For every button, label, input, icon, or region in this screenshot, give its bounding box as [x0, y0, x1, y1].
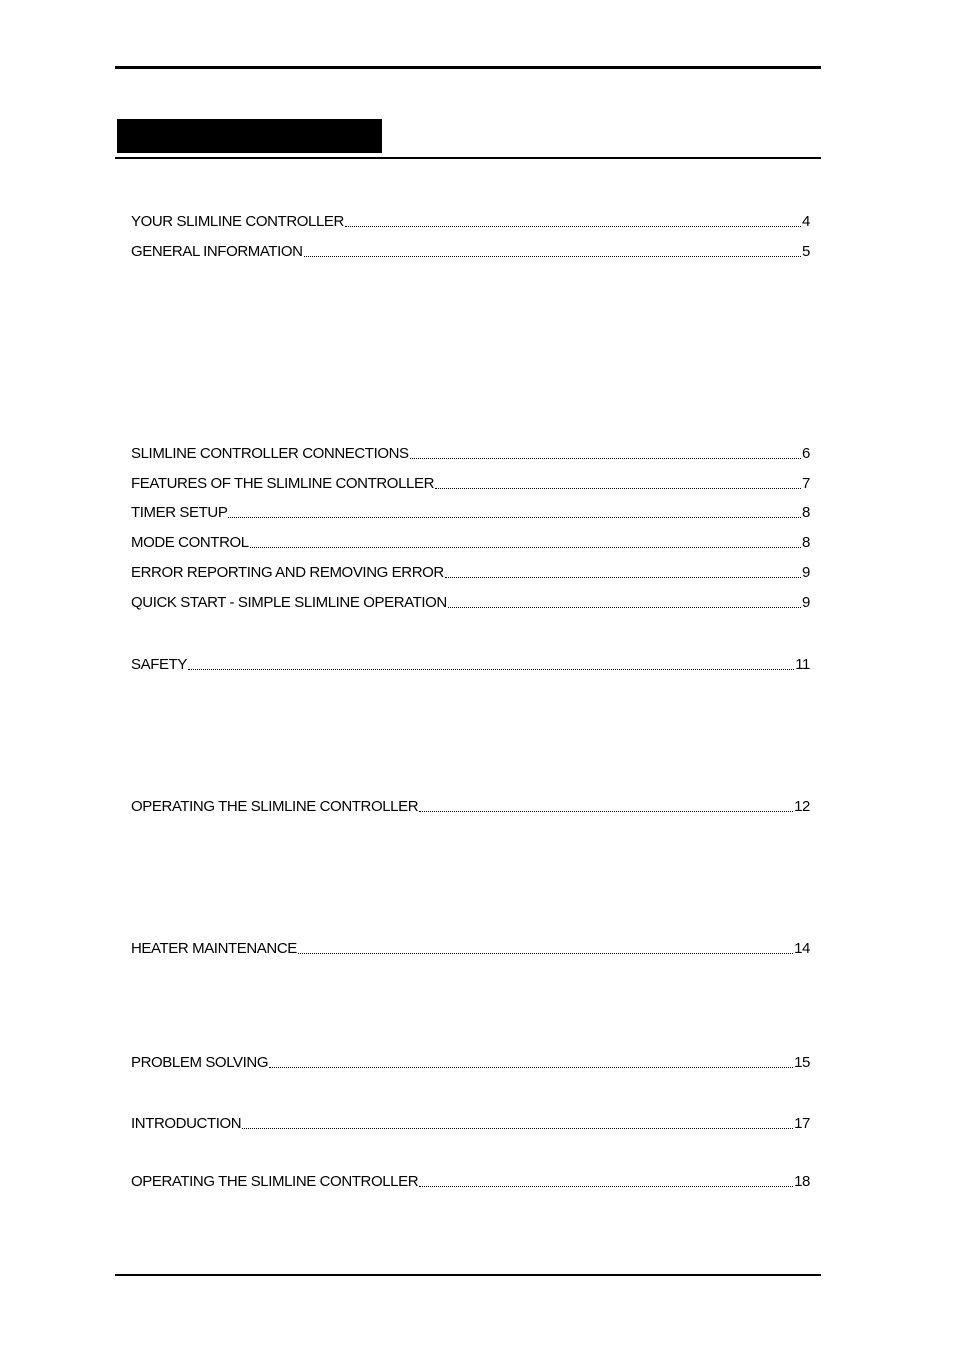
- toc-entry[interactable]: [131, 473, 810, 493]
- toc-dot-leader: [410, 458, 801, 459]
- toc-entry-label: GENERAL INFORMATION: [131, 243, 303, 260]
- toc-entry[interactable]: [131, 938, 810, 958]
- toc-entry-label: ERROR REPORTING AND REMOVING ERROR: [131, 564, 444, 581]
- toc-entry[interactable]: [131, 592, 810, 612]
- toc-entry[interactable]: [131, 562, 810, 582]
- toc-dot-leader: [298, 953, 793, 954]
- toc-entry-label: YOUR SLIMLINE CONTROLLER: [131, 213, 344, 230]
- toc-dot-leader: [250, 547, 801, 548]
- toc-dot-leader: [242, 1128, 793, 1129]
- toc-entry[interactable]: [131, 443, 810, 463]
- toc-dot-leader: [419, 811, 793, 812]
- toc-entry[interactable]: [131, 241, 810, 261]
- toc-entry-label: PROBLEM SOLVING: [131, 1054, 269, 1071]
- footer-rule: [115, 1274, 821, 1276]
- toc-dot-leader: [269, 1067, 793, 1068]
- toc-entry-label: INTRODUCTION: [131, 1115, 242, 1132]
- toc-entry-page: 5: [802, 243, 810, 260]
- toc-dot-leader: [304, 256, 801, 257]
- toc-entry[interactable]: [131, 211, 810, 231]
- toc-entry-page: 18: [794, 1173, 810, 1190]
- toc-entry-label: OPERATING THE SLIMLINE CONTROLLER: [131, 798, 419, 815]
- toc-entry-label: OPERATING THE SLIMLINE CONTROLLER: [131, 1173, 419, 1190]
- toc-entry[interactable]: [131, 796, 810, 816]
- toc-entry-page: 12: [794, 798, 810, 815]
- toc-entry-label: FEATURES OF THE SLIMLINE CONTROLLER: [131, 475, 434, 492]
- toc-entry[interactable]: [131, 1171, 810, 1191]
- toc-entry-label: SLIMLINE CONTROLLER CONNECTIONS: [131, 445, 409, 462]
- toc-entry-label: MODE CONTROL: [131, 534, 249, 551]
- toc-entry[interactable]: [131, 1052, 810, 1072]
- toc-dot-leader: [435, 488, 801, 489]
- toc-dot-leader: [188, 669, 794, 670]
- toc-entry-page: 7: [802, 475, 810, 492]
- toc-entry-label: HEATER MAINTENANCE: [131, 940, 297, 957]
- toc-dot-leader: [228, 517, 801, 518]
- title-bar: [117, 119, 382, 153]
- toc-entry-page: 9: [802, 594, 810, 611]
- toc-entry-page: 9: [802, 564, 810, 581]
- toc-entry-page: 17: [794, 1115, 810, 1132]
- toc-entry-label: QUICK START - SIMPLE SLIMLINE OPERATION: [131, 594, 447, 611]
- toc-entry-page: 11: [795, 656, 810, 673]
- header-rule: [115, 157, 821, 159]
- toc-entry-page: 6: [802, 445, 810, 462]
- toc-entry-page: 15: [794, 1054, 810, 1071]
- top-rule: [115, 66, 821, 69]
- toc-entry[interactable]: [131, 1113, 810, 1133]
- toc-entry-page: 4: [802, 213, 810, 230]
- toc-entry-label: TIMER SETUP: [131, 504, 228, 521]
- toc-dot-leader: [448, 607, 801, 608]
- toc-entry-label: SAFETY: [131, 656, 187, 673]
- toc-dot-leader: [345, 226, 801, 227]
- toc-entry[interactable]: [131, 502, 810, 522]
- toc-entry-page: 14: [794, 940, 810, 957]
- toc-entry-page: 8: [802, 504, 810, 521]
- toc-entry[interactable]: [131, 532, 810, 552]
- toc-dot-leader: [445, 577, 801, 578]
- toc-entry-page: 8: [802, 534, 810, 551]
- toc-dot-leader: [419, 1186, 793, 1187]
- toc-entry[interactable]: [131, 654, 810, 674]
